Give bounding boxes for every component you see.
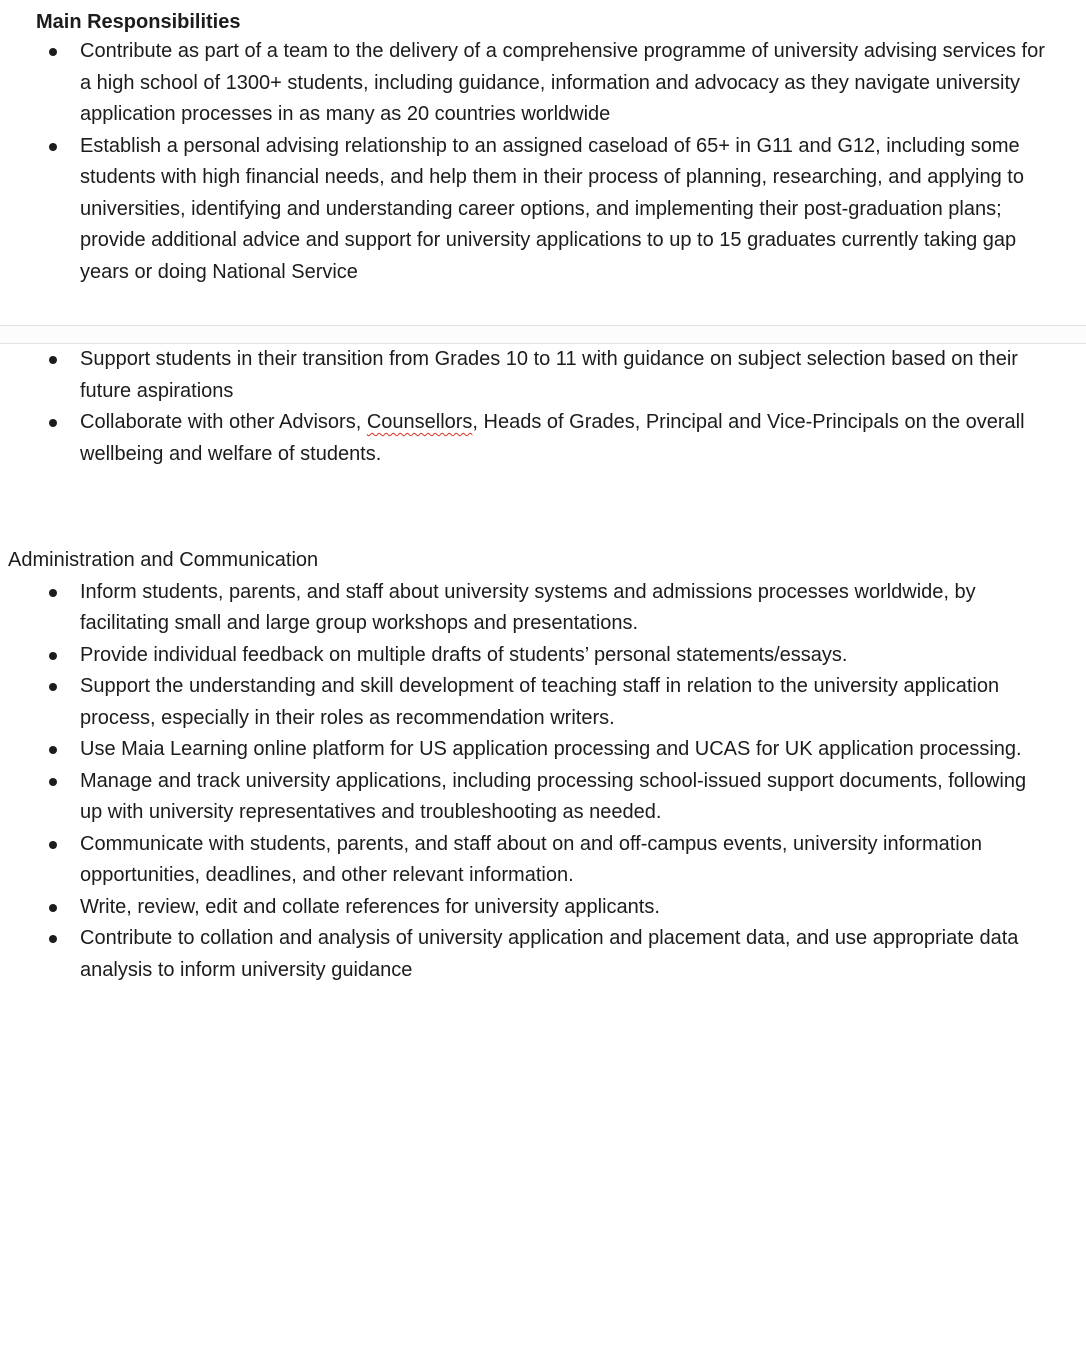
administration-communication-heading: Administration and Communication [8, 549, 319, 571]
bullet-item: Inform students, parents, and staff about university systems and admissions processes worldwide, by facilitating small and large group workshops and presentations. [80, 577, 1052, 640]
bullet-item [80, 407, 1052, 470]
bullet-item: Communicate with students, parents, and staff about on and off-campus events, university information opportunities, deadlines, and other relevant information. [80, 829, 1052, 892]
main-responsibilities-heading: Main Responsibilities [36, 11, 241, 33]
bullet-text-segment: Collaborate with other Advisors, [80, 411, 367, 433]
administration-list [0, 577, 1086, 987]
bullet-item: Support students in their transition from Grades 10 to 11 with guidance on subject selection based on their future aspirations [80, 344, 1052, 407]
bullet-text-segment: , Heads of Grades, Principal and Vice-Principals on the overall wellbeing and welfare of students. [80, 411, 1025, 465]
bullet-item: Contribute as part of a team to the delivery of a comprehensive programme of university advising services for a high school of 1300+ students, including guidance, information and advocacy as they navigate university application processes in as many as 20 countries worldwide [80, 36, 1052, 131]
bullet-item: Establish a personal advising relationship to an assigned caseload of 65+ in G11 and G12, including some students with high financial needs, and help them in their process of planning, researching, and applying to universities, identifying and understanding career options, and implementing their post-graduation plans; provide additional advice and support for university applications to up to 15 graduates currently taking gap years or doing National Service [80, 131, 1052, 289]
bullet-item: Use Maia Learning online platform for US application processing and UCAS for UK application processing. [80, 734, 1052, 766]
bullet-item: Support the understanding and skill development of teaching staff in relation to the university application process, especially in their roles as recommendation writers. [80, 671, 1052, 734]
bullet-item: Provide individual feedback on multiple drafts of students’ personal statements/essays. [80, 640, 1052, 672]
bullet-item: Write, review, edit and collate references for university applicants. [80, 892, 1052, 924]
misspelled-word: Counsellors [366, 411, 473, 433]
bullet-item: Contribute to collation and analysis of university application and placement data, and use appropriate data analysis to inform university guidance [80, 923, 1052, 986]
responsibilities-list-continued [0, 344, 1086, 470]
bullet-item: Manage and track university applications, including processing school-issued support documents, following up with university representatives and troubleshooting as needed. [80, 766, 1052, 829]
page-break-divider [0, 325, 1086, 344]
responsibilities-list-top [0, 36, 1086, 288]
